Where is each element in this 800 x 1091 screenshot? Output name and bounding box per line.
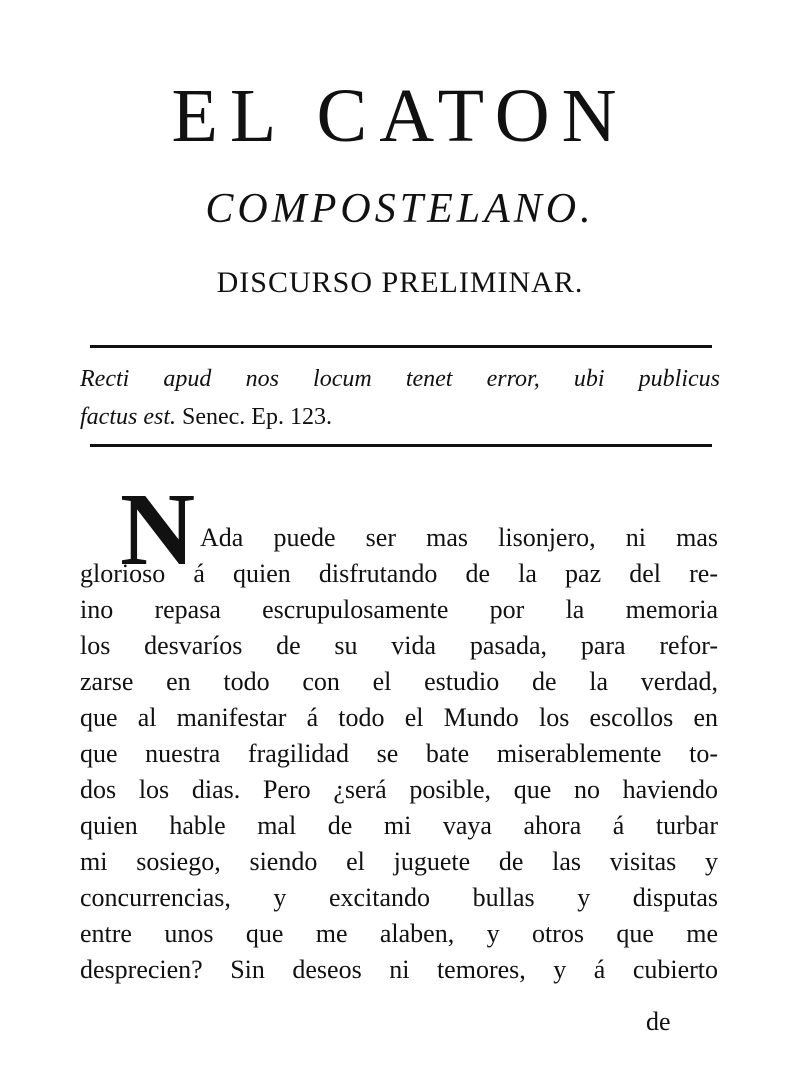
epigraph-line-1: Recti apud nos locum tenet error, ubi publicus: [80, 366, 720, 392]
body-line: que al manifestar á todo el Mundo los escollos en: [80, 703, 718, 732]
epigraph-top-rule: [90, 345, 712, 348]
drop-cap: N: [120, 472, 196, 587]
epigraph-source: Senec. Ep. 123.: [182, 404, 332, 430]
body-line: mi sosiego, siendo el juguete de las visitas y: [80, 847, 718, 876]
body-line: ino repasa escrupulosamente por la memoria: [80, 595, 718, 624]
epigraph-bottom-rule: [90, 444, 712, 447]
body-line: zarse en todo con el estudio de la verdad,: [80, 667, 718, 696]
page-subtitle: COMPOSTELANO.: [205, 186, 595, 232]
body-line: dos los dias. Pero ¿será posible, que no haviendo: [80, 775, 718, 804]
body-line: concurrencias, y excitando bullas y disputas: [80, 883, 718, 912]
page-title: EL CATON: [171, 74, 629, 158]
body-line: entre unos que me alaben, y otros que me: [80, 919, 718, 948]
body-line: glorioso á quien disfrutando de la paz del re-: [80, 559, 718, 588]
section-heading: DISCURSO PRELIMINAR.: [216, 266, 584, 299]
body-line: quien hable mal de mi vaya ahora á turbar: [80, 811, 718, 840]
body-line: desprecien? Sin deseos ni temores, y á cubierto: [80, 955, 718, 984]
epigraph-line-2: [80, 398, 720, 436]
epigraph-latin-end: factus est.: [80, 404, 176, 430]
body-line: Ada puede ser mas lisonjero, ni mas: [200, 523, 718, 552]
body-line: los desvaríos de su vida pasada, para refor-: [80, 631, 718, 660]
body-line: que nuestra fragilidad se bate miserablemente to-: [80, 739, 718, 768]
body-paragraph: [80, 520, 718, 988]
epigraph: [80, 360, 720, 436]
catchword: de: [646, 1007, 671, 1036]
